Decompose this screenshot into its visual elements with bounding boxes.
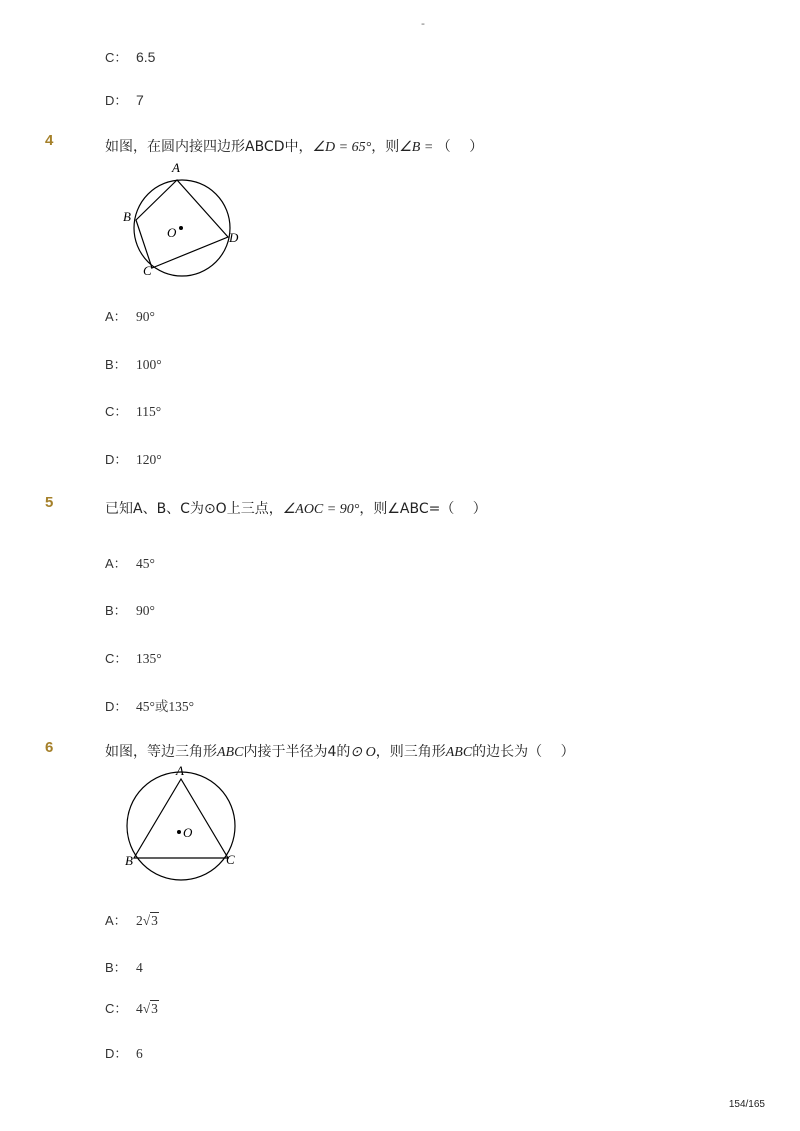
option-label: A： xyxy=(105,309,127,324)
option-label: B： xyxy=(105,357,127,372)
page-number: 154/165 xyxy=(728,1099,765,1110)
option-value: 135° xyxy=(136,651,162,666)
sqrt-symbol: √3 xyxy=(142,1001,158,1016)
q6-option-b[interactable] xyxy=(105,957,143,976)
q5-option-d[interactable] xyxy=(105,695,194,715)
option-label: C： xyxy=(105,1001,128,1016)
q6-option-a[interactable] xyxy=(105,910,159,929)
option-label: C： xyxy=(105,404,128,419)
label-c: C xyxy=(226,852,235,867)
option-value: 115° xyxy=(136,404,162,419)
q3-option-c[interactable] xyxy=(105,47,155,66)
option-value: 45° xyxy=(136,556,155,571)
label-a: A xyxy=(172,160,180,175)
question-number-5: 5 xyxy=(45,494,54,511)
label-a: A xyxy=(176,763,184,778)
option-label: C： xyxy=(105,50,128,65)
option-label: D： xyxy=(105,452,128,467)
label-o: O xyxy=(183,825,193,840)
option-value: 4√3 xyxy=(136,1001,158,1016)
q4-option-c[interactable] xyxy=(105,401,161,420)
option-label: B： xyxy=(105,960,127,975)
option-label: D： xyxy=(105,1046,128,1061)
option-value: 6 xyxy=(136,1046,143,1061)
header-mark: - xyxy=(421,17,425,30)
option-value: 45°或135° xyxy=(136,699,195,714)
option-label: C： xyxy=(105,651,128,666)
option-value: 120° xyxy=(136,452,162,467)
option-value: 100° xyxy=(136,357,162,372)
question-number-4: 4 xyxy=(45,132,54,149)
sqrt-symbol: √3 xyxy=(142,913,158,928)
option-value: 90° xyxy=(136,603,155,618)
question-6-text: 如图，等边三角形ABC内接于半径为4的⊙ O，则三角形ABC的边长为（ ） xyxy=(105,744,575,760)
option-value: 4 xyxy=(136,960,143,975)
option-value: 7 xyxy=(136,92,144,108)
label-d: D xyxy=(229,230,239,245)
q3-option-d[interactable] xyxy=(105,90,144,109)
q6-figure-inscribed-triangle xyxy=(120,762,245,890)
center-point xyxy=(179,226,183,230)
q5-option-b[interactable] xyxy=(105,600,155,619)
label-b: B xyxy=(123,209,131,224)
q6-option-c[interactable] xyxy=(105,998,159,1017)
q5-option-c[interactable] xyxy=(105,648,162,667)
q5-option-a[interactable] xyxy=(105,553,155,572)
q4-option-a[interactable] xyxy=(105,306,155,325)
label-b: B xyxy=(125,853,133,868)
q4-figure-cyclic-quadrilateral xyxy=(115,158,245,280)
triangle-abc xyxy=(134,779,228,858)
q4-option-d[interactable] xyxy=(105,449,162,468)
question-number-6: 6 xyxy=(45,739,54,756)
option-value: 90° xyxy=(136,309,155,324)
option-label: D： xyxy=(105,93,128,108)
option-label: A： xyxy=(105,913,127,928)
question-4-text: 如图，在圆内接四边形ABCD中，∠D = 65°，则∠B = （ ） xyxy=(105,139,484,155)
question-5-text: 已知A、B、C为⊙O上三点，∠AOC = 90°，则∠ABC=（ ） xyxy=(105,501,487,517)
center-point xyxy=(177,830,181,834)
label-o: O xyxy=(167,225,177,240)
label-c: C xyxy=(143,263,152,278)
option-value: 6.5 xyxy=(136,49,156,65)
option-label: A： xyxy=(105,556,127,571)
option-label: D： xyxy=(105,699,128,714)
circumcircle xyxy=(127,772,235,880)
q6-option-d[interactable] xyxy=(105,1043,143,1062)
option-value: 2√3 xyxy=(136,913,158,928)
q4-option-b[interactable] xyxy=(105,354,162,373)
option-label: B： xyxy=(105,603,127,618)
